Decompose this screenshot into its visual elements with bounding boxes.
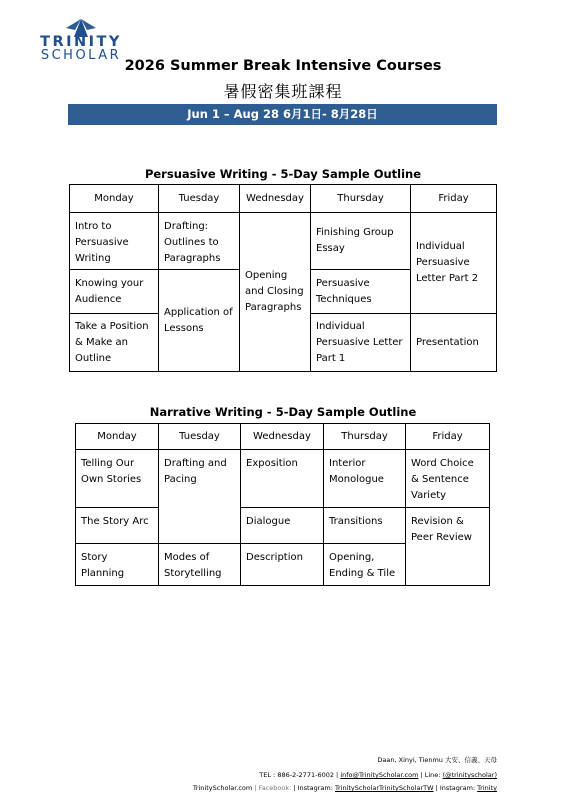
table-cell: Description [241, 544, 324, 586]
footer-facebook-label: | Facebook: [252, 784, 294, 792]
table-header: Monday [70, 185, 159, 213]
table-cell: Story Planning [76, 544, 159, 586]
persuasive-outline-table [69, 184, 497, 372]
table-cell: Revision & Peer Review [406, 508, 490, 586]
footer-email-link[interactable]: info@TrinityScholar.com [340, 771, 419, 779]
date-range-banner: Jun 1 – Aug 28 6月1日- 8月28日 [68, 104, 497, 125]
brand-line1: TRINITY [40, 34, 122, 50]
table-header: Thursday [324, 424, 406, 450]
table-cell: Modes of Storytelling [159, 544, 241, 586]
table-cell: Knowing your Audience [70, 270, 159, 314]
footer-line-link[interactable]: (@trinityscholar) [442, 771, 497, 779]
footer-locations: Daan, Xinyi, Tienmu 大安、信義、天母 [377, 756, 497, 764]
footer-instagram-link-2[interactable]: Trinity [477, 784, 497, 792]
table-cell: The Story Arc [76, 508, 159, 544]
table-cell: Individual Persuasive Letter Part 1 [311, 314, 411, 372]
table-header: Wednesday [241, 424, 324, 450]
footer-social-line [193, 783, 497, 793]
narrative-section-title: Narrative Writing - 5-Day Sample Outline [149, 405, 417, 419]
table-header: Tuesday [159, 424, 241, 450]
table-cell: Word Choice & Sentence Variety [406, 450, 490, 508]
footer-tel: TEL : 886-2-2771-6002 | [259, 771, 341, 779]
persuasive-section-title: Persuasive Writing - 5-Day Sample Outline [144, 167, 422, 181]
table-cell: Opening and Closing Paragraphs [240, 213, 311, 372]
table-cell: Transitions [324, 508, 406, 544]
footer-site: TrinityScholar.com [192, 784, 253, 792]
table-cell: Presentation [411, 314, 497, 372]
trinity-scholar-logo [36, 16, 126, 62]
brand-line2: SCHOLAR [40, 48, 122, 63]
footer-ig2-label: | Instagram: [433, 784, 478, 792]
table-header: Thursday [311, 185, 411, 213]
table-cell: Opening, Ending & Tile [324, 544, 406, 586]
table-cell: Drafting: Outlines to Paragraphs [159, 213, 240, 270]
table-cell: Individual Persuasive Letter Part 2 [411, 213, 497, 314]
footer-instagram-link-1[interactable]: TrinityScholarTrinityScholarTW [334, 784, 434, 792]
table-cell: Telling Our Own Stories [76, 450, 159, 508]
page-title: 2026 Summer Break Intensive Courses [124, 58, 442, 74]
footer-contact-line [259, 770, 497, 780]
table-header: Tuesday [159, 185, 240, 213]
table-header: Friday [406, 424, 490, 450]
table-cell: Interior Monologue [324, 450, 406, 508]
table-cell: Intro to Persuasive Writing [70, 213, 159, 270]
table-cell: Application of Lessons [159, 270, 240, 372]
narrative-outline-table [75, 423, 490, 586]
footer-line-label: | Line: [418, 771, 443, 779]
table-header: Friday [411, 185, 497, 213]
table-cell: Dialogue [241, 508, 324, 544]
table-cell: Persuasive Techniques [311, 270, 411, 314]
table-cell: Exposition [241, 450, 324, 508]
table-cell: Take a Position & Make an Outline [70, 314, 159, 372]
page-title-zh: 暑假密集班課程 [223, 82, 343, 101]
table-cell: Drafting and Pacing [159, 450, 241, 544]
table-cell: Finishing Group Essay [311, 213, 411, 270]
table-header: Wednesday [240, 185, 311, 213]
footer-ig1-label: | Instagram: [293, 784, 335, 792]
table-header: Monday [76, 424, 159, 450]
